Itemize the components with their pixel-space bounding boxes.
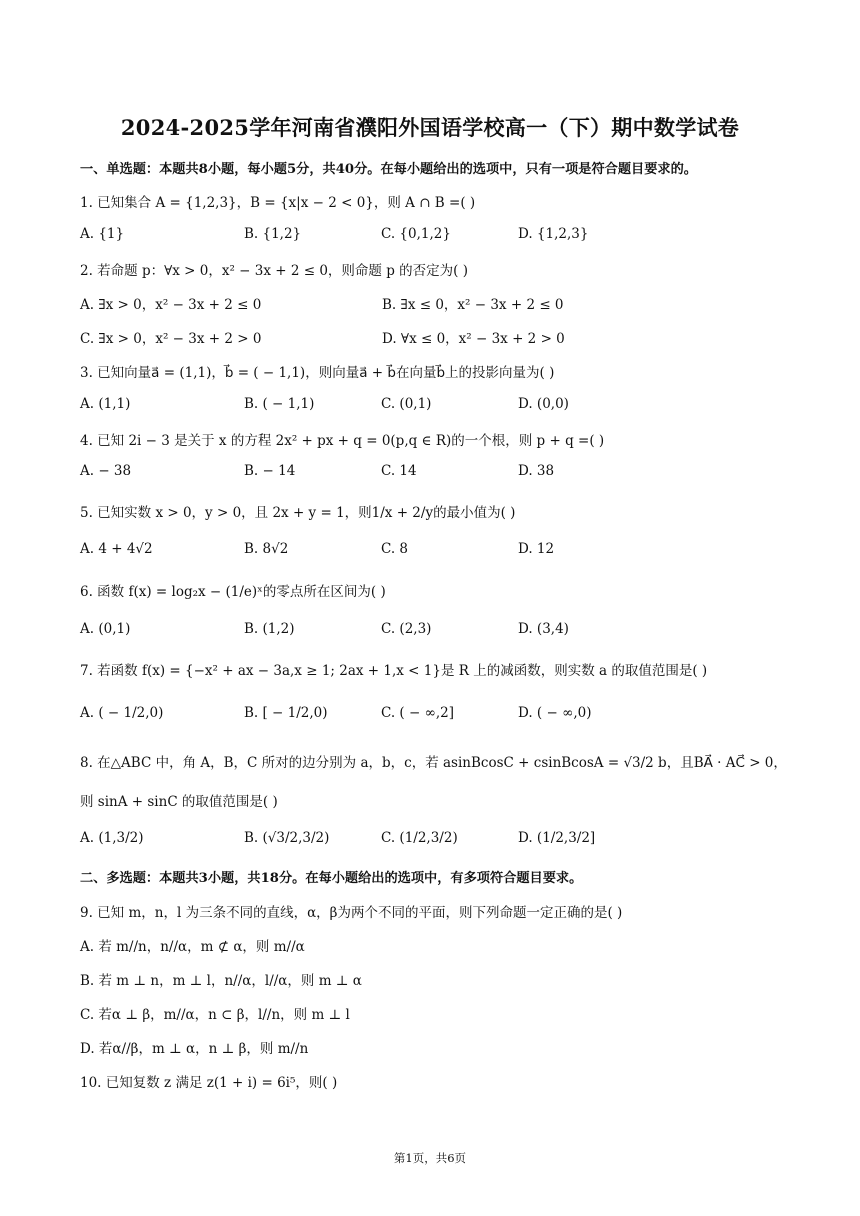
section-heading-multi-choice: 二、多选题：本题共3小题，共18分。在每小题给出的选项中，有多项符合题目要求。 (80, 871, 583, 886)
option-b: B. (√3/2,3/2) (244, 830, 330, 846)
option-d: D. 38 (518, 463, 555, 479)
question-4-options (80, 463, 800, 483)
option-b: B. (1,2) (244, 621, 295, 637)
question-1: 1. 已知集合 A = {1,2,3}，B = {x|x − 2 < 0}，则 A ∩ B =( ) (80, 195, 476, 211)
option-b: B. 8√2 (244, 541, 289, 557)
question-8: 8. 在△ABC 中，角 A，B，C 所对的边分别为 a，b，c，若 asinBcosC + csinBcosA = √3/2 b，且BA⃗ · AC⃗ > 0， (80, 755, 787, 771)
option-d: D. ∀x ≤ 0，x² − 3x + 2 > 0 (382, 331, 565, 347)
option-a: A. (1,1) (80, 396, 131, 412)
question-9: 9. 已知 m，n，l 为三条不同的直线，α，β为两个不同的平面，则下列命题一定正确的是( ) (80, 905, 623, 921)
page-footer: 第1页，共6页 (393, 1151, 467, 1165)
option-b: B. [ − 1/2,0) (244, 705, 328, 721)
question-2-options-row2 (80, 327, 800, 347)
option-b: B. 若 m ⊥ n，m ⊥ l，n//α，l//α，则 m ⊥ α (80, 973, 362, 989)
option-a: A. 4 + 4√2 (80, 541, 153, 557)
option-a: A. {1} (80, 226, 125, 242)
question-10: 10. 已知复数 z 满足 z(1 + i) = 6i⁵，则( ) (80, 1075, 338, 1091)
option-d: D. 12 (518, 541, 555, 557)
option-a: A. ∃x > 0，x² − 3x + 2 ≤ 0 (80, 297, 262, 313)
option-a: A. (0,1) (80, 621, 131, 637)
question-6-options (80, 621, 800, 641)
question-3-options (80, 396, 800, 416)
option-a: A. ( − 1/2,0) (80, 705, 164, 721)
option-d: D. (1/2,3/2] (518, 830, 596, 846)
option-c: C. 8 (381, 541, 409, 557)
option-c: C. 14 (381, 463, 417, 479)
section-heading-single-choice: 一、单选题：本题共8小题，每小题5分，共40分。在每小题给出的选项中，只有一项是符合题目要求的。 (80, 162, 697, 177)
option-d: D. (0,0) (518, 396, 569, 412)
option-c: C. (0,1) (381, 396, 432, 412)
question-5: 5. 已知实数 x > 0，y > 0，且 2x + y = 1，则1/x + 2/y的最小值为( ) (80, 505, 516, 521)
question-4: 4. 已知 2i − 3 是关于 x 的方程 2x² + px + q = 0(p,q ∈ R)的一个根，则 p + q =( ) (80, 433, 605, 449)
question-6: 6. 函数 f(x) = log₂x − (1/e)ˣ的零点所在区间为( ) (80, 584, 386, 600)
option-b: B. ( − 1,1) (244, 396, 315, 412)
question-5-options (80, 541, 800, 561)
option-d: D. ( − ∞,0) (518, 705, 592, 721)
question-3: 3. 已知向量a⃗ = (1,1)，b⃗ = ( − 1,1)，则向量a⃗ + b⃗在向量b⃗上的投影向量为( ) (80, 365, 555, 381)
option-c: C. {0,1,2} (381, 226, 451, 242)
question-8-continued: 则 sinA + sinC 的取值范围是( ) (80, 794, 278, 810)
option-c: C. ( − ∞,2] (381, 705, 454, 721)
question-7-options (80, 705, 800, 725)
question-7: 7. 若函数 f(x) = {−x² + ax − 3a,x ≥ 1; 2ax + 1,x < 1}是 R 上的减函数，则实数 a 的取值范围是( ) (80, 663, 708, 679)
option-c: C. (1/2,3/2) (381, 830, 458, 846)
option-c: C. 若α ⊥ β，m//α，n ⊂ β，l//n，则 m ⊥ l (80, 1007, 350, 1023)
option-c: C. (2,3) (381, 621, 432, 637)
option-d: D. 若α//β，m ⊥ α，n ⊥ β，则 m//n (80, 1041, 309, 1057)
option-b: B. − 14 (244, 463, 296, 479)
question-8-options (80, 830, 800, 850)
option-b: B. ∃x ≤ 0，x² − 3x + 2 ≤ 0 (382, 297, 564, 313)
question-2-options-row1 (80, 293, 800, 313)
question-2: 2. 若命题 p：∀x > 0，x² − 3x + 2 ≤ 0，则命题 p 的否定为( ) (80, 263, 468, 279)
page-title: 2024-2025学年河南省濮阳外国语学校高一（下）期中数学试卷 (120, 115, 740, 140)
option-d: D. {1,2,3} (518, 226, 589, 242)
option-a: A. (1,3/2) (80, 830, 144, 846)
option-c: C. ∃x > 0，x² − 3x + 2 > 0 (80, 331, 262, 347)
option-d: D. (3,4) (518, 621, 569, 637)
question-1-options (80, 226, 800, 246)
option-a: A. 若 m//n，n//α，m ⊄ α，则 m//α (80, 939, 305, 955)
option-a: A. − 38 (80, 463, 132, 479)
option-b: B. {1,2} (244, 226, 302, 242)
